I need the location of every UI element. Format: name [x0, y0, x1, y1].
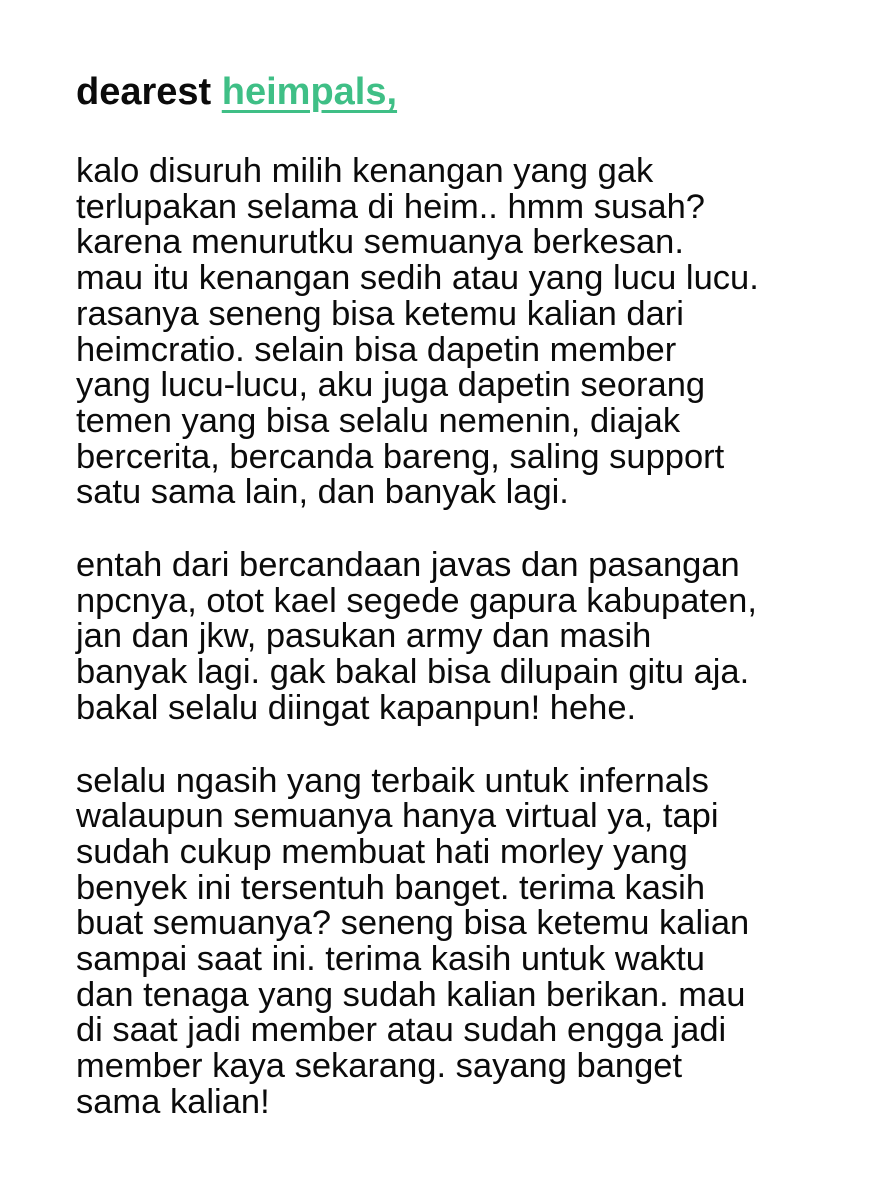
paragraph-3: [76, 761, 866, 1121]
greeting-salutation: dearest: [76, 71, 212, 113]
text-line: benyek ini tersentuh banget. terima kasih: [76, 868, 706, 907]
text-line: kalo disuruh milih kenangan yang gak: [76, 152, 654, 190]
text-line: buat semuanya? seneng bisa ketemu kalian: [76, 904, 750, 943]
text-line: entah dari bercandaan javas dan pasangan: [76, 546, 740, 585]
text-line: npcnya, otot kael segede gapura kabupaten,: [76, 581, 757, 620]
letter-greeting: [76, 64, 866, 120]
letter: [76, 64, 866, 1158]
letter-body: [76, 154, 866, 1121]
text-line: karena menurutku semuanya berkesan.: [76, 223, 684, 262]
text-line: walaupun semuanya hanya virtual ya, tapi: [76, 797, 719, 836]
text-line: yang lucu-lucu, aku juga dapetin seorang: [76, 366, 706, 405]
text-line: temen yang bisa selalu nemenin, diajak: [76, 401, 681, 440]
paragraph-2: [76, 548, 866, 727]
greeting-addressee-link[interactable]: heimpals,: [221, 71, 398, 113]
text-line: jan dan jkw, pasukan army dan masih: [76, 617, 652, 656]
text-line: sudah cukup membuat hati morley yang: [76, 832, 688, 871]
text-line: bercerita, bercanda bareng, saling support: [76, 437, 725, 476]
text-line: sama kalian!: [76, 1082, 270, 1121]
text-line: terlupakan selama di heim.. hmm susah?: [76, 187, 705, 226]
text-line: member kaya sekarang. sayang banget: [76, 1047, 683, 1086]
paragraph-1: [76, 154, 866, 511]
text-line: bakal selalu diingat kapanpun! hehe.: [76, 688, 637, 727]
text-line: selalu ngasih yang terbaik untuk infernals: [76, 761, 709, 800]
text-line: banyak lagi. gak bakal bisa dilupain gitu aja.: [76, 653, 750, 692]
text-line: satu sama lain, dan banyak lagi.: [76, 473, 569, 512]
text-line: heimcratio. selain bisa dapetin member: [76, 330, 677, 369]
text-line: di saat jadi member atau sudah engga jadi: [76, 1011, 727, 1050]
text-line: dan tenaga yang sudah kalian berikan. mau: [76, 975, 746, 1014]
text-line: rasanya seneng bisa ketemu kalian dari: [76, 294, 684, 333]
text-line: sampai saat ini. terima kasih untuk waktu: [76, 940, 705, 979]
text-line: mau itu kenangan sedih atau yang lucu lucu.: [76, 259, 759, 298]
